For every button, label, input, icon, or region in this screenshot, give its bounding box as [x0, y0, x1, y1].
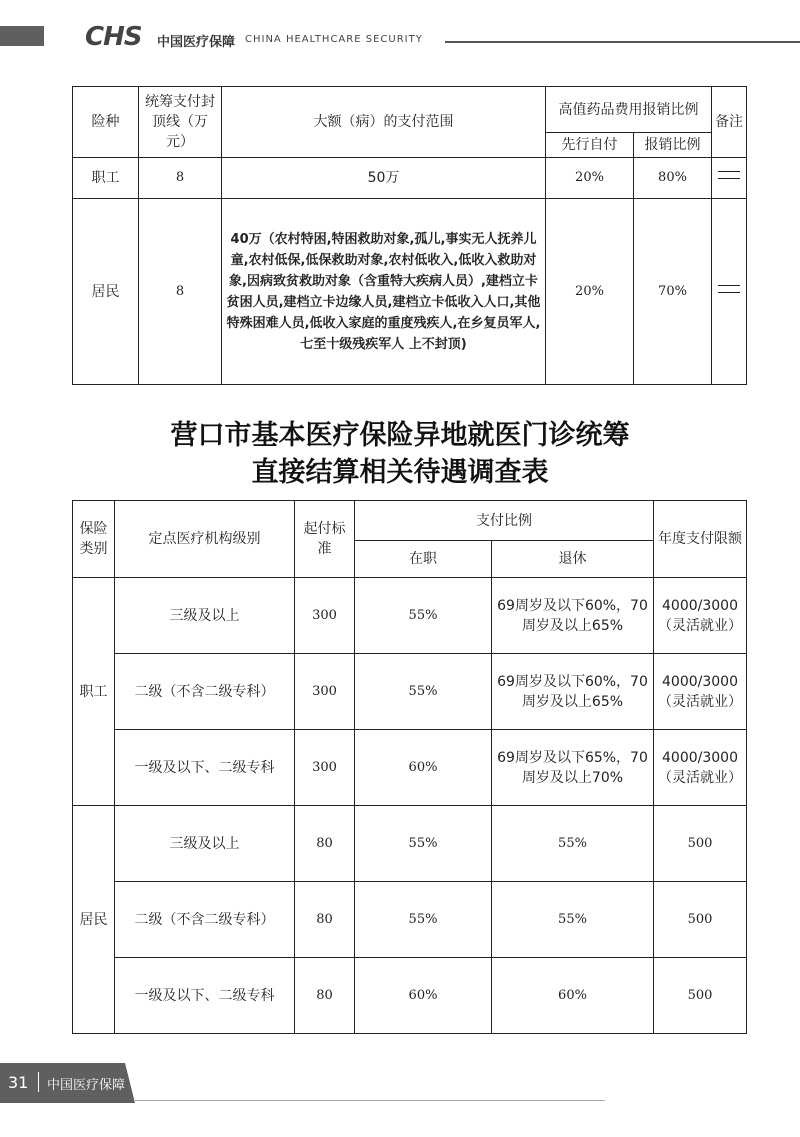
header-drug: 高值药品费用报销比例: [546, 87, 712, 133]
outpatient-table: [72, 500, 747, 1034]
header-annual: 年度支付限额: [654, 501, 747, 578]
row-type: 居民: [73, 199, 139, 385]
row-cap: 8: [139, 158, 222, 199]
row-level: 二级（不含二级专科）: [115, 882, 295, 958]
table-row: [73, 578, 747, 654]
dash-mark: [718, 279, 740, 299]
table-row: [73, 158, 747, 199]
row-annual: 500: [654, 806, 747, 882]
footer-divider: [38, 1072, 39, 1092]
row-category: 职工: [73, 578, 115, 806]
row-cap: 8: [139, 199, 222, 385]
row-level: 二级（不含二级专科）: [115, 654, 295, 730]
section-title-line1: 营口市基本医疗保险异地就医门诊统筹: [170, 420, 630, 451]
row-annual: 4000/3000（灵活就业）: [654, 654, 747, 730]
section-title-line2: 直接结算相关待遇调查表: [251, 457, 549, 488]
header-rule: [445, 41, 800, 43]
header-note: 备注: [712, 87, 747, 158]
row-employed: 60%: [355, 958, 492, 1034]
row-annual: 4000/3000（灵活就业）: [654, 578, 747, 654]
row-scope: 50万: [222, 158, 546, 199]
row-reimburse: 70%: [634, 199, 712, 385]
row-threshold: 300: [295, 730, 355, 806]
row-retired: 69周岁及以下60%，70周岁及以上65%: [492, 654, 654, 730]
row-level: 一级及以下、二级专科: [115, 958, 295, 1034]
row-annual: 500: [654, 958, 747, 1034]
header-self-pay: 先行自付: [546, 133, 634, 158]
row-level: 三级及以上: [115, 806, 295, 882]
reimbursement-table: [72, 86, 747, 385]
row-threshold: 80: [295, 882, 355, 958]
table2-header-row: [73, 501, 747, 541]
row-retired: 55%: [492, 882, 654, 958]
header-reimburse: 报销比例: [634, 133, 712, 158]
row-scope: 40万（农村特困,特困救助对象,孤儿,事实无人抚养儿童,农村低保,低保救助对象,农村低收入,低收入救助对象,因病致贫救助对象（含重特大疾病人员）,建档立卡贫困人员,建档立卡边缘人员,建档立卡低收入人口,其他特殊困难人员,低收入家庭的重度残疾人,在乡复员军人,七至十级残疾军人 上不封顶): [222, 199, 546, 385]
row-annual: 4000/3000（灵活就业）: [654, 730, 747, 806]
header-retired: 退休: [492, 541, 654, 578]
row-retired: 69周岁及以下60%，70周岁及以上65%: [492, 578, 654, 654]
header-block: [0, 26, 44, 46]
header-employed: 在职: [355, 541, 492, 578]
row-employed: 55%: [355, 654, 492, 730]
row-employed: 60%: [355, 730, 492, 806]
row-threshold: 300: [295, 578, 355, 654]
row-level: 三级及以上: [115, 578, 295, 654]
header-cap: 统筹支付封顶线（万元）: [139, 87, 222, 158]
table1-header-row: [73, 87, 747, 133]
row-employed: 55%: [355, 806, 492, 882]
page-number: 31: [8, 1073, 29, 1092]
row-self-pay: 20%: [546, 158, 634, 199]
row-threshold: 80: [295, 806, 355, 882]
row-reimburse: 80%: [634, 158, 712, 199]
row-category: 居民: [73, 806, 115, 1034]
header-scope: 大额（病）的支付范围: [222, 87, 546, 158]
row-employed: 55%: [355, 578, 492, 654]
table-row: [73, 882, 747, 958]
row-level: 一级及以下、二级专科: [115, 730, 295, 806]
row-threshold: 300: [295, 654, 355, 730]
header-type: 险种: [73, 87, 139, 158]
header-ratio: 支付比例: [355, 501, 654, 541]
row-retired: 55%: [492, 806, 654, 882]
footer-title: 中国医疗保障: [47, 1078, 126, 1093]
table-row: [73, 730, 747, 806]
table-row: [73, 958, 747, 1034]
header-threshold: 起付标准: [295, 501, 355, 578]
row-note: [712, 158, 747, 199]
row-annual: 500: [654, 882, 747, 958]
row-threshold: 80: [295, 958, 355, 1034]
table-row: [73, 806, 747, 882]
footer-rule: [135, 1100, 605, 1101]
header-title-en: CHINA HEALTHCARE SECURITY: [245, 34, 423, 45]
table-row: [73, 199, 747, 385]
row-retired: 60%: [492, 958, 654, 1034]
header-title-cn: 中国医疗保障: [157, 35, 236, 50]
row-type: 职工: [73, 158, 139, 199]
row-note: [712, 199, 747, 385]
row-retired: 69周岁及以下65%，70周岁及以上70%: [492, 730, 654, 806]
row-self-pay: 20%: [546, 199, 634, 385]
row-employed: 55%: [355, 882, 492, 958]
header-category: 保险类别: [73, 501, 115, 578]
chs-logo: CHS: [85, 22, 142, 52]
header-level: 定点医疗机构级别: [115, 501, 295, 578]
table-row: [73, 654, 747, 730]
dash-mark: [718, 165, 740, 185]
